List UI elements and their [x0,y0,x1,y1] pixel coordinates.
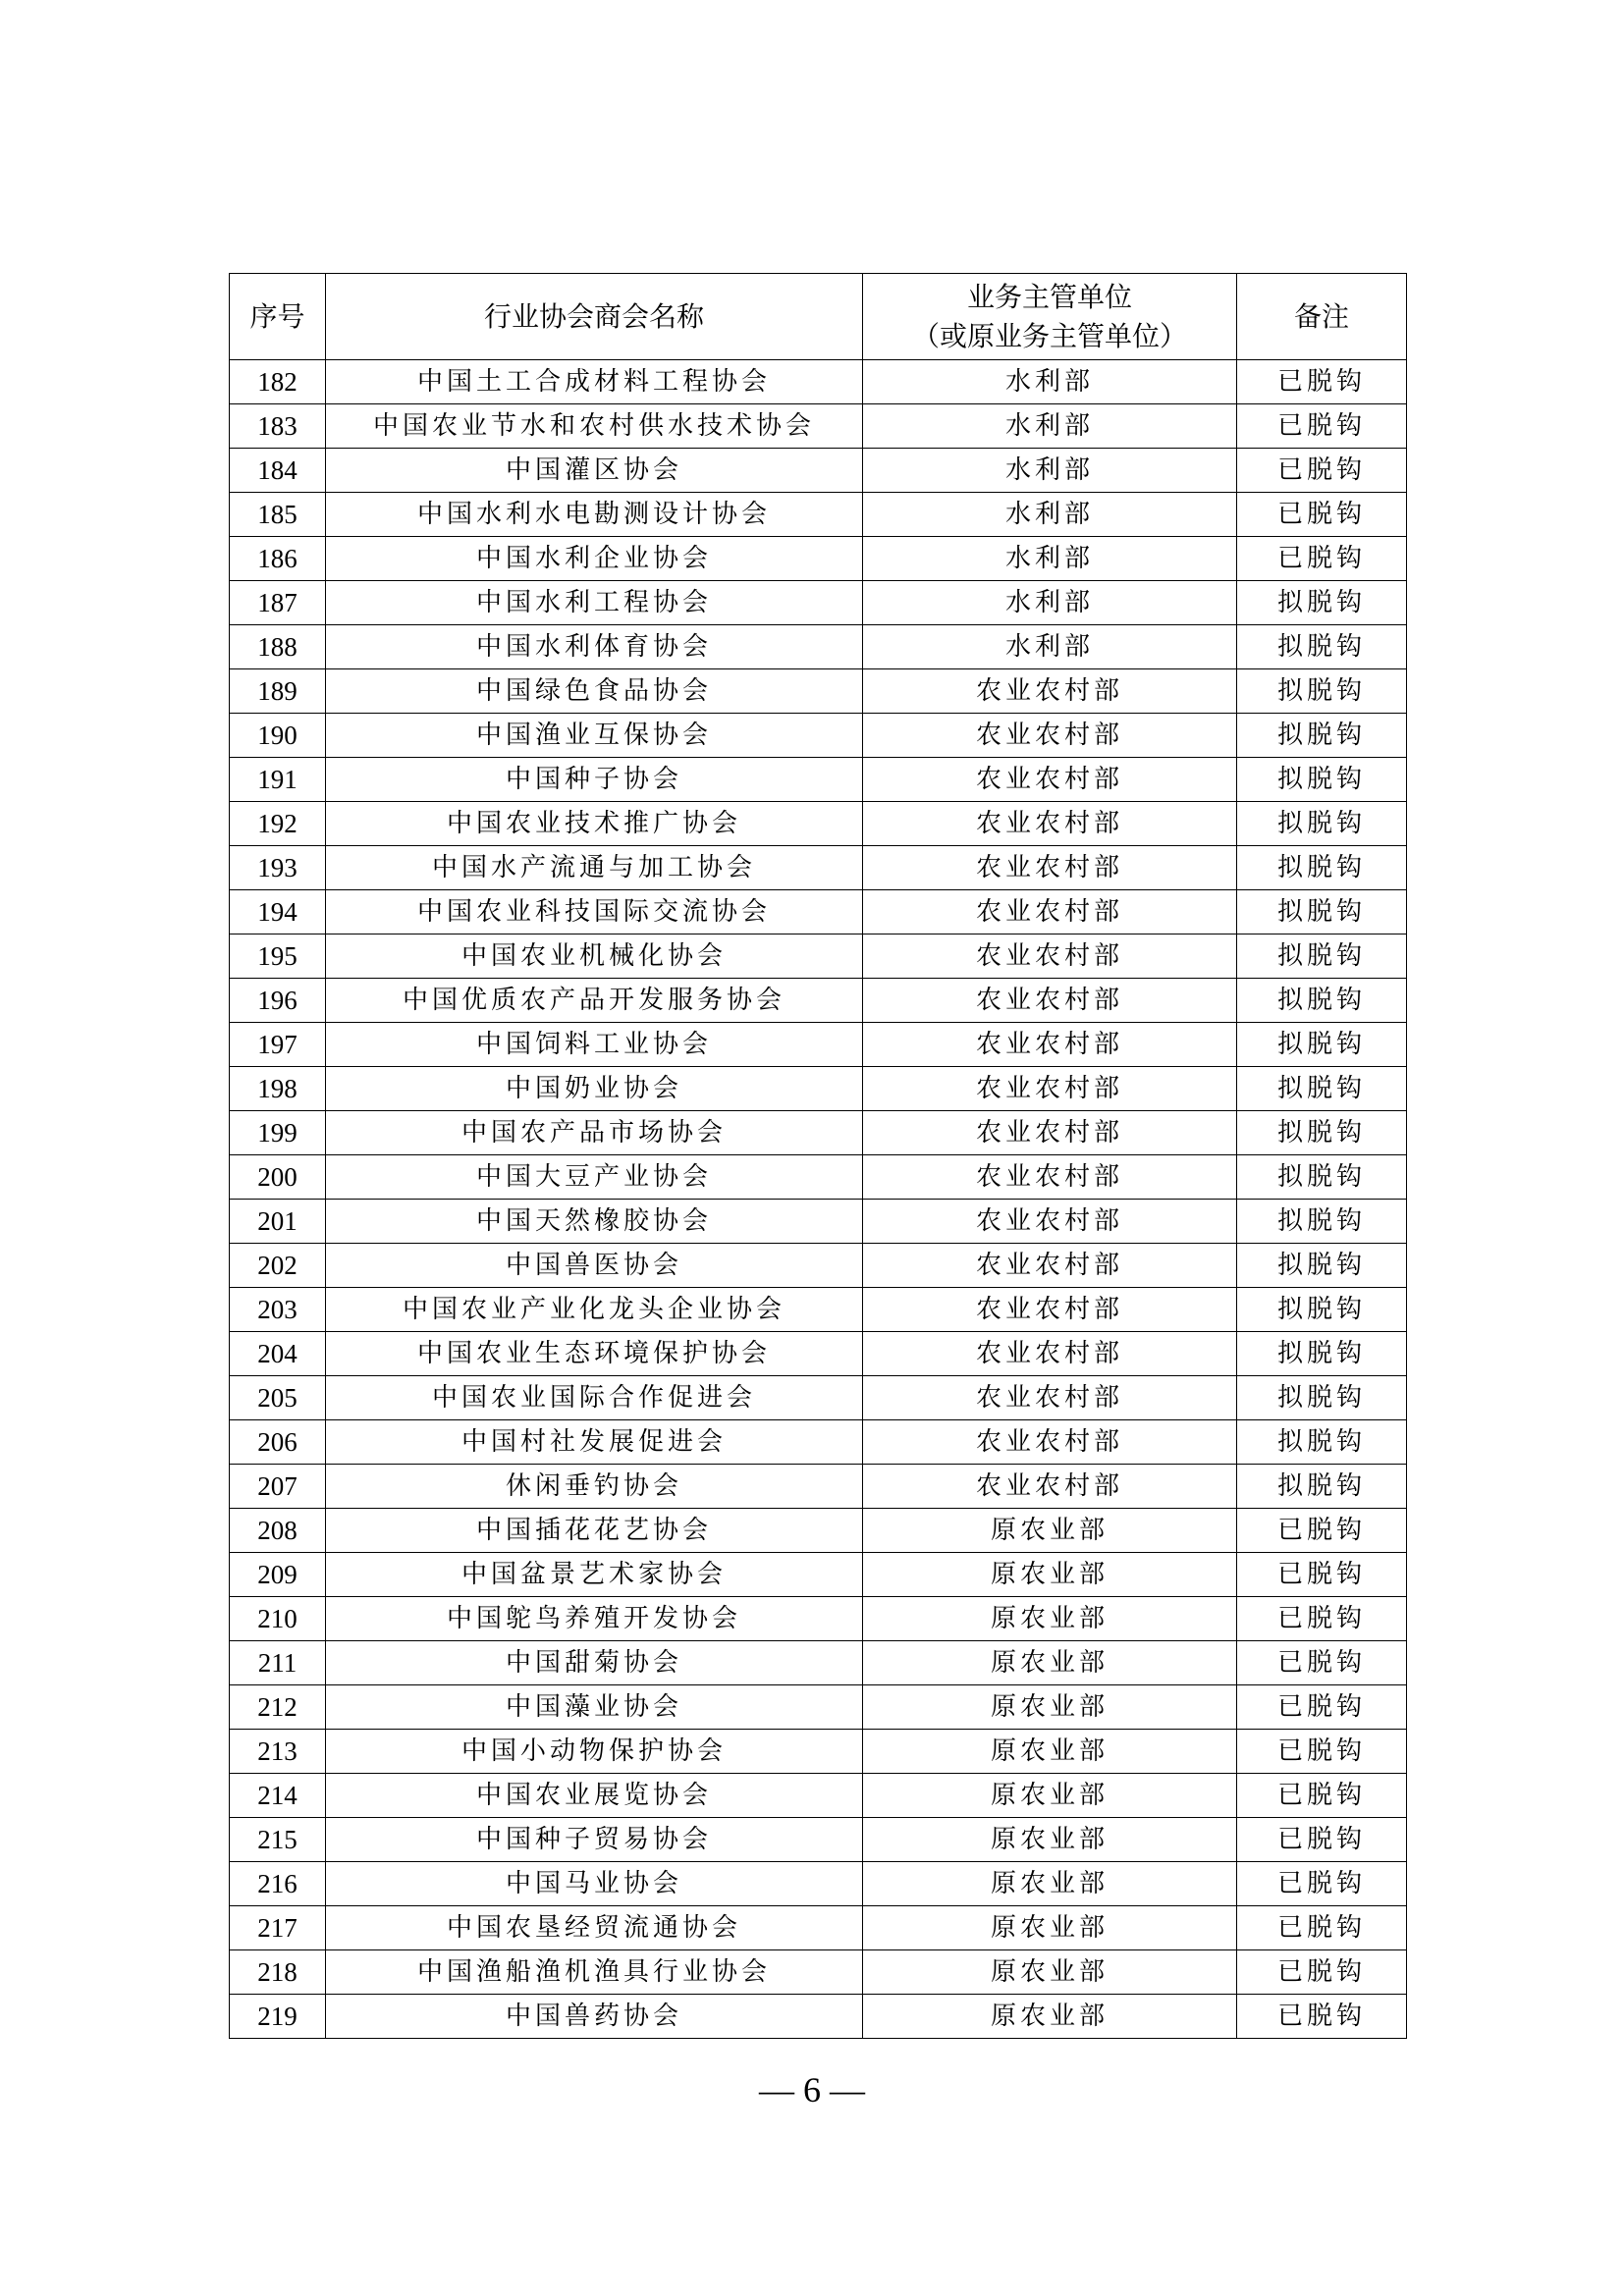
note-cell: 拟脱钩 [1237,934,1407,979]
supervising-unit-cell: 农业农村部 [863,714,1237,758]
association-name-cell: 中国农产品市场协会 [326,1111,863,1155]
row-number-cell: 201 [230,1200,326,1244]
association-name-cell: 中国渔船渔机渔具行业协会 [326,1950,863,1995]
table-row [230,1730,1407,1774]
supervising-unit-cell: 农业农村部 [863,1200,1237,1244]
note-cell: 已脱钩 [1237,1862,1407,1906]
row-number-cell: 194 [230,890,326,934]
note-cell: 拟脱钩 [1237,1376,1407,1420]
association-name-cell: 中国大豆产业协会 [326,1155,863,1200]
note-cell: 已脱钩 [1237,1641,1407,1685]
note-cell: 拟脱钩 [1237,1200,1407,1244]
table-row [230,1553,1407,1597]
note-cell: 已脱钩 [1237,1553,1407,1597]
supervising-unit-cell: 水利部 [863,625,1237,669]
row-number-cell: 216 [230,1862,326,1906]
table-row [230,537,1407,581]
table-row [230,669,1407,714]
row-number-cell: 202 [230,1244,326,1288]
association-name-cell: 中国种子贸易协会 [326,1818,863,1862]
supervising-unit-cell: 农业农村部 [863,934,1237,979]
note-cell: 拟脱钩 [1237,1420,1407,1465]
row-number-cell: 206 [230,1420,326,1465]
supervising-unit-cell: 原农业部 [863,1730,1237,1774]
supervising-unit-cell: 农业农村部 [863,1155,1237,1200]
association-name-cell: 中国农业生态环境保护协会 [326,1332,863,1376]
association-name-cell: 中国小动物保护协会 [326,1730,863,1774]
note-cell: 拟脱钩 [1237,581,1407,625]
table-row [230,1420,1407,1465]
table-row [230,625,1407,669]
association-name-cell: 中国藻业协会 [326,1685,863,1730]
table-row [230,890,1407,934]
row-number-cell: 210 [230,1597,326,1641]
association-name-cell: 中国优质农产品开发服务协会 [326,979,863,1023]
supervising-unit-cell: 农业农村部 [863,669,1237,714]
association-name-cell: 中国兽医协会 [326,1244,863,1288]
note-cell: 已脱钩 [1237,404,1407,449]
table-row [230,1774,1407,1818]
note-cell: 已脱钩 [1237,1774,1407,1818]
table-body [230,360,1407,2039]
supervising-unit-cell: 原农业部 [863,1685,1237,1730]
table-row [230,758,1407,802]
row-number-cell: 191 [230,758,326,802]
table-row [230,449,1407,493]
note-cell: 已脱钩 [1237,1730,1407,1774]
note-cell: 拟脱钩 [1237,1155,1407,1200]
header-name: 行业协会商会名称 [326,274,863,360]
supervising-unit-cell: 农业农村部 [863,846,1237,890]
table-row [230,1288,1407,1332]
association-name-cell: 中国鸵鸟养殖开发协会 [326,1597,863,1641]
association-name-cell: 中国农业科技国际交流协会 [326,890,863,934]
note-cell: 拟脱钩 [1237,1244,1407,1288]
row-number-cell: 212 [230,1685,326,1730]
supervising-unit-cell: 原农业部 [863,1641,1237,1685]
note-cell: 已脱钩 [1237,360,1407,404]
association-name-cell: 中国绿色食品协会 [326,669,863,714]
supervising-unit-cell: 水利部 [863,581,1237,625]
supervising-unit-cell: 原农业部 [863,1509,1237,1553]
association-name-cell: 中国村社发展促进会 [326,1420,863,1465]
row-number-cell: 193 [230,846,326,890]
table-row [230,1067,1407,1111]
supervising-unit-cell: 原农业部 [863,1818,1237,1862]
supervising-unit-cell: 原农业部 [863,1906,1237,1950]
table-row [230,979,1407,1023]
table-row [230,1111,1407,1155]
table-row [230,1950,1407,1995]
association-name-cell: 中国天然橡胶协会 [326,1200,863,1244]
table-row [230,1465,1407,1509]
association-table [229,273,1407,2039]
row-number-cell: 218 [230,1950,326,1995]
row-number-cell: 203 [230,1288,326,1332]
note-cell: 拟脱钩 [1237,625,1407,669]
header-unit-line1: 业务主管单位 [966,280,1132,313]
table-row [230,581,1407,625]
note-cell: 已脱钩 [1237,1906,1407,1950]
note-cell: 拟脱钩 [1237,890,1407,934]
note-cell: 拟脱钩 [1237,846,1407,890]
note-cell: 拟脱钩 [1237,1465,1407,1509]
association-name-cell: 中国水利体育协会 [326,625,863,669]
association-name-cell: 中国马业协会 [326,1862,863,1906]
note-cell: 拟脱钩 [1237,802,1407,846]
association-name-cell: 中国水产流通与加工协会 [326,846,863,890]
supervising-unit-cell: 农业农村部 [863,802,1237,846]
association-name-cell: 中国农业国际合作促进会 [326,1376,863,1420]
note-cell: 已脱钩 [1237,537,1407,581]
note-cell: 已脱钩 [1237,1509,1407,1553]
row-number-cell: 185 [230,493,326,537]
header-unit [863,274,1237,360]
supervising-unit-cell: 水利部 [863,537,1237,581]
supervising-unit-cell: 农业农村部 [863,1288,1237,1332]
table-row [230,1244,1407,1288]
table-row [230,404,1407,449]
supervising-unit-cell: 农业农村部 [863,1023,1237,1067]
row-number-cell: 188 [230,625,326,669]
row-number-cell: 195 [230,934,326,979]
row-number-cell: 182 [230,360,326,404]
note-cell: 拟脱钩 [1237,1023,1407,1067]
association-name-cell: 中国农垦经贸流通协会 [326,1906,863,1950]
row-number-cell: 184 [230,449,326,493]
supervising-unit-cell: 原农业部 [863,1597,1237,1641]
row-number-cell: 205 [230,1376,326,1420]
association-name-cell: 中国饲料工业协会 [326,1023,863,1067]
table-row [230,1641,1407,1685]
note-cell: 已脱钩 [1237,1950,1407,1995]
row-number-cell: 190 [230,714,326,758]
association-name-cell: 中国农业节水和农村供水技术协会 [326,404,863,449]
association-name-cell: 中国农业展览协会 [326,1774,863,1818]
header-row [230,274,1407,360]
association-name-cell: 中国盆景艺术家协会 [326,1553,863,1597]
row-number-cell: 200 [230,1155,326,1200]
note-cell: 拟脱钩 [1237,758,1407,802]
association-name-cell: 中国种子协会 [326,758,863,802]
row-number-cell: 214 [230,1774,326,1818]
supervising-unit-cell: 农业农村部 [863,1244,1237,1288]
table-row [230,1685,1407,1730]
table-row [230,1332,1407,1376]
association-name-cell: 中国水利工程协会 [326,581,863,625]
note-cell: 拟脱钩 [1237,1111,1407,1155]
note-cell: 拟脱钩 [1237,1067,1407,1111]
supervising-unit-cell: 农业农村部 [863,979,1237,1023]
row-number-cell: 207 [230,1465,326,1509]
header-note: 备注 [1237,274,1407,360]
table-row [230,1818,1407,1862]
association-name-cell: 中国水利企业协会 [326,537,863,581]
association-name-cell: 中国农业技术推广协会 [326,802,863,846]
note-cell: 已脱钩 [1237,493,1407,537]
note-cell: 已脱钩 [1237,1685,1407,1730]
supervising-unit-cell: 农业农村部 [863,1111,1237,1155]
table-row [230,1597,1407,1641]
table-row [230,802,1407,846]
supervising-unit-cell: 原农业部 [863,1950,1237,1995]
note-cell: 拟脱钩 [1237,714,1407,758]
header-unit-line2: （或原业务主管单位） [911,319,1187,352]
note-cell: 已脱钩 [1237,449,1407,493]
supervising-unit-cell: 农业农村部 [863,1332,1237,1376]
supervising-unit-cell: 水利部 [863,493,1237,537]
association-name-cell: 中国农业产业化龙头企业协会 [326,1288,863,1332]
page-number: — 6 — [759,2070,865,2109]
table-header [230,274,1407,360]
note-cell: 已脱钩 [1237,1995,1407,2039]
table-row [230,1995,1407,2039]
row-number-cell: 215 [230,1818,326,1862]
header-no: 序号 [230,274,326,360]
note-cell: 拟脱钩 [1237,979,1407,1023]
supervising-unit-cell: 原农业部 [863,1862,1237,1906]
association-name-cell: 中国兽药协会 [326,1995,863,2039]
supervising-unit-cell: 原农业部 [863,1995,1237,2039]
table-row [230,1906,1407,1950]
row-number-cell: 217 [230,1906,326,1950]
association-name-cell: 中国农业机械化协会 [326,934,863,979]
supervising-unit-cell: 水利部 [863,360,1237,404]
row-number-cell: 192 [230,802,326,846]
supervising-unit-cell: 农业农村部 [863,890,1237,934]
row-number-cell: 213 [230,1730,326,1774]
table-row [230,1509,1407,1553]
association-name-cell: 中国甜菊协会 [326,1641,863,1685]
association-name-cell: 中国插花花艺协会 [326,1509,863,1553]
row-number-cell: 198 [230,1067,326,1111]
supervising-unit-cell: 农业农村部 [863,1067,1237,1111]
note-cell: 拟脱钩 [1237,1332,1407,1376]
association-name-cell: 中国水利水电勘测设计协会 [326,493,863,537]
row-number-cell: 209 [230,1553,326,1597]
table-row [230,714,1407,758]
association-name-cell: 中国奶业协会 [326,1067,863,1111]
supervising-unit-cell: 农业农村部 [863,1376,1237,1420]
note-cell: 已脱钩 [1237,1597,1407,1641]
table-row [230,846,1407,890]
table-row [230,360,1407,404]
row-number-cell: 219 [230,1995,326,2039]
supervising-unit-cell: 水利部 [863,404,1237,449]
row-number-cell: 199 [230,1111,326,1155]
supervising-unit-cell: 农业农村部 [863,758,1237,802]
supervising-unit-cell: 原农业部 [863,1553,1237,1597]
association-name-cell: 中国灌区协会 [326,449,863,493]
association-name-cell: 中国渔业互保协会 [326,714,863,758]
table-row [230,1376,1407,1420]
supervising-unit-cell: 水利部 [863,449,1237,493]
row-number-cell: 187 [230,581,326,625]
supervising-unit-cell: 农业农村部 [863,1420,1237,1465]
table-row [230,934,1407,979]
row-number-cell: 183 [230,404,326,449]
association-name-cell: 休闲垂钓协会 [326,1465,863,1509]
table-row [230,1862,1407,1906]
row-number-cell: 189 [230,669,326,714]
row-number-cell: 208 [230,1509,326,1553]
table-row [230,1200,1407,1244]
note-cell: 拟脱钩 [1237,1288,1407,1332]
row-number-cell: 186 [230,537,326,581]
row-number-cell: 197 [230,1023,326,1067]
table-row [230,1155,1407,1200]
row-number-cell: 196 [230,979,326,1023]
supervising-unit-cell: 原农业部 [863,1774,1237,1818]
note-cell: 拟脱钩 [1237,669,1407,714]
table-row [230,493,1407,537]
note-cell: 已脱钩 [1237,1818,1407,1862]
supervising-unit-cell: 农业农村部 [863,1465,1237,1509]
table-row [230,1023,1407,1067]
row-number-cell: 211 [230,1641,326,1685]
row-number-cell: 204 [230,1332,326,1376]
association-name-cell: 中国土工合成材料工程协会 [326,360,863,404]
